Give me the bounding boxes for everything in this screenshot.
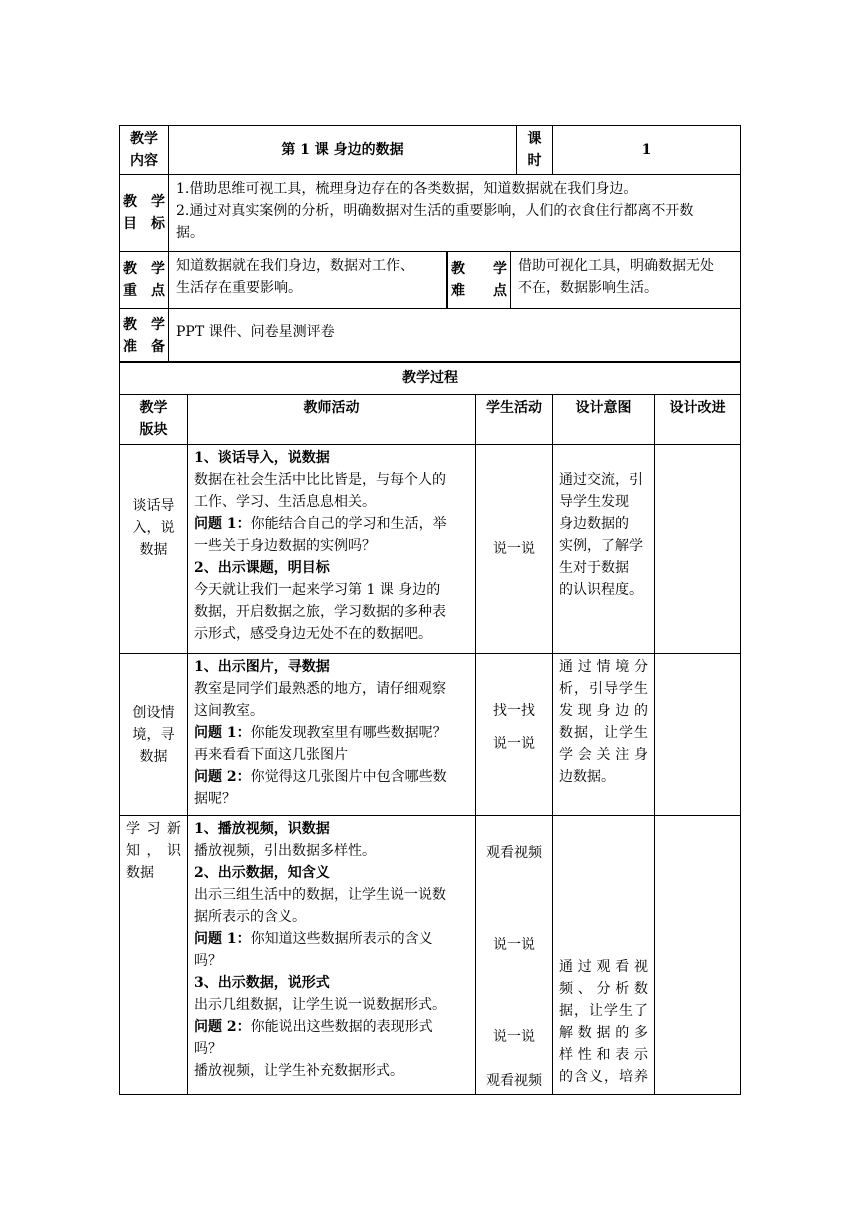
section-cell: 学习新 知，识 数据: [120, 816, 188, 1095]
col-section: 教学 版块: [120, 395, 188, 445]
key-label: 教学 重点: [120, 252, 169, 309]
design-improve: [655, 816, 741, 1095]
process-table: [119, 361, 741, 1095]
col-improve: 设计改进: [655, 395, 741, 445]
teacher-activity: 1、播放视频，识数据 播放视频，引出数据多样性。 2、出示数据，知含义 出示三组生活中的数据，让学生说一说数 据所表示的含义。 问题 1：你知道这些数据所表示的含义 吗？ 3、出示数据，说形式 出示几组数据，让学生说一说数据形式。 问题 2：你能说出这些数据的表现形式 吗？ 播放视频，让学生补充数据形式。: [188, 816, 476, 1095]
goal-text: 1.借助思维可视工具，梳理身边存在的各类数据，知道数据就在我们身边。 2.通过对真实案例的分析，明确数据对生活的重要影响，人们的衣食住行都离不开数 据。: [169, 175, 741, 252]
key-text: 知道数据就在我们身边，数据对工作、 生活存在重要影响。: [169, 252, 447, 309]
design-improve: [655, 445, 741, 654]
lesson-title: 第 1 课 身边的数据: [169, 126, 517, 175]
process-title: 教学过程: [120, 362, 741, 395]
difficulty-label: 教学 难点: [448, 252, 511, 308]
col-intent: 设计意图: [553, 395, 655, 445]
design-intent: 通过观看视 频、分析数 据，让学生了 解数据的多 样性和表示 的含义，培养: [553, 816, 655, 1095]
section-cell: 创设情 境，寻 数据: [120, 654, 188, 816]
table-row: [120, 654, 741, 816]
col-student: 学生活动: [476, 395, 553, 445]
design-improve: [655, 654, 741, 816]
content-label: 教学 内容: [120, 126, 169, 175]
hours-label: 课 时: [517, 126, 553, 175]
table-row: [120, 816, 741, 1095]
goal-label: 教学 目标: [120, 175, 169, 252]
student-activity: 说一说: [476, 445, 553, 654]
difficulty-text: 借助可视化工具，明确数据无处 不在，数据影响生活。: [511, 252, 741, 308]
prep-label: 教学 准备: [120, 309, 169, 363]
student-activity: 观看视频 说一说 说一说 观看视频: [476, 816, 553, 1095]
lesson-info-table: [119, 125, 741, 363]
prep-text: PPT 课件、问卷星测评卷: [169, 309, 741, 363]
design-intent: 通过情境分 析，引导学生 发现身边的 数据，让学生 学会关注身 边数据。: [553, 654, 655, 816]
teacher-activity: 1、谈话导入，说数据 数据在社会生活中比比皆是，与每个人的 工作、学习、生活息息相关。 问题 1：你能结合自己的学习和生活，举 一些关于身边数据的实例吗？ 2、出示课题，明目标 今天就让我们一起来学习第 1 课 身边的 数据，开启数据之旅，学习数据的多种表 示形式，感受身边无处不在的数据吧。: [188, 445, 476, 654]
table-row: [120, 445, 741, 654]
student-activity: 找一找 说一说: [476, 654, 553, 816]
teacher-activity: 1、出示图片，寻数据 教室是同学们最熟悉的地方，请仔细观察 这间教室。 问题 1：你能发现教室里有哪些数据呢？ 再来看看下面这几张图片 问题 2：你觉得这几张图片中包含哪些数 据呢？: [188, 654, 476, 816]
design-intent: 通过交流，引 导学生发现 身边数据的 实例，了解学 生对于数据 的认识程度。: [553, 445, 655, 654]
hours-value: 1: [553, 126, 741, 175]
col-teacher: 教师活动: [188, 395, 476, 445]
section-cell: 谈话导 入，说 数据: [120, 445, 188, 654]
